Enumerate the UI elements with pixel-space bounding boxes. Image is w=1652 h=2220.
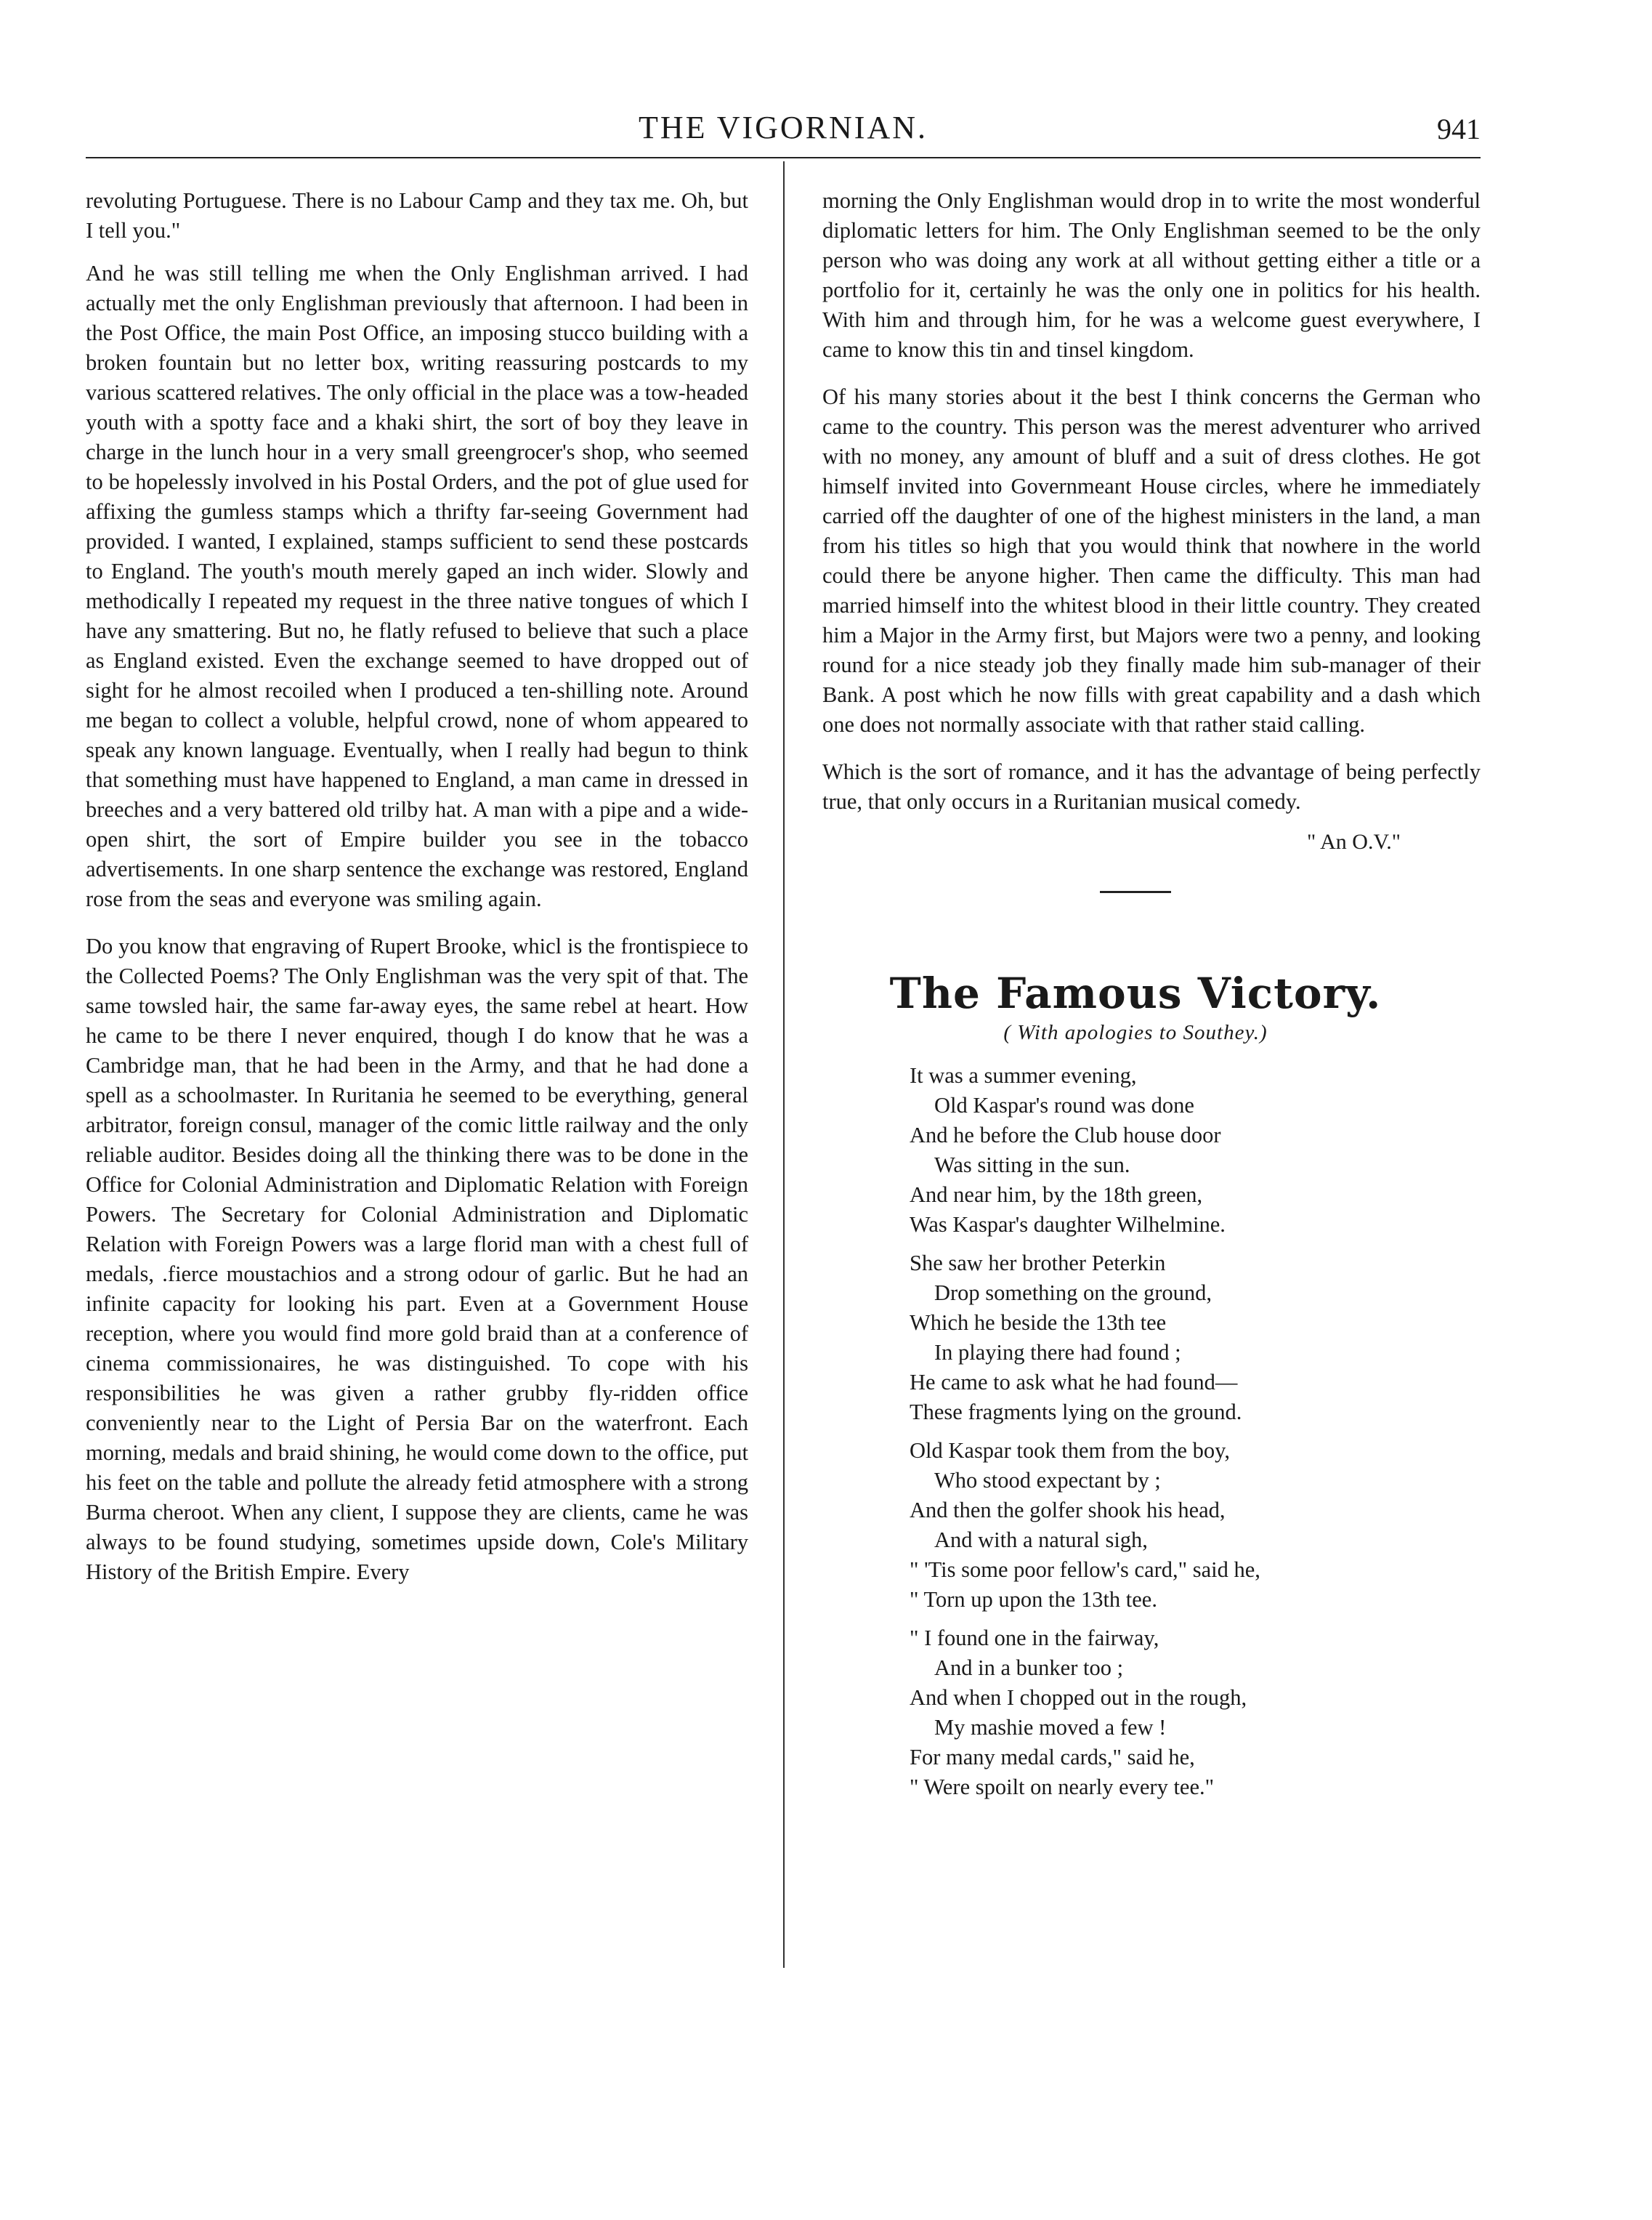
poem-line: Was sitting in the sun.	[934, 1153, 1130, 1177]
poem-line: And then the golfer shook his head,	[910, 1498, 1226, 1522]
poem-line: Old Kaspar's round was done	[934, 1093, 1194, 1118]
article-paragraph: Which is the sort of romance, and it has the advantage of being perfectly true, that only occurs in a Ruritanian musical comedy.	[822, 759, 1481, 814]
poem-stanza	[910, 1436, 1481, 1615]
poem-line: And when I chopped out in the rough,	[910, 1685, 1247, 1710]
poem-stanza	[910, 1248, 1481, 1427]
poem-line: It was a summer evening,	[910, 1063, 1137, 1088]
poem-line: Which he beside the 13th tee	[910, 1310, 1167, 1335]
poem-line: And in a bunker too ;	[934, 1655, 1124, 1680]
poem-line: He came to ask what he had found—	[910, 1370, 1238, 1394]
poem-line: Drop something on the ground,	[934, 1280, 1212, 1305]
poem-line: " Torn up upon the 13th tee.	[910, 1587, 1157, 1612]
poem-line: Was Kaspar's daughter Wilhelmine.	[910, 1212, 1226, 1237]
poem-line: Old Kaspar took them from the boy,	[910, 1438, 1231, 1463]
poem-stanza	[910, 1061, 1481, 1240]
poem-line: " Were spoilt on nearly every tee."	[910, 1775, 1215, 1799]
header-rule	[86, 157, 1481, 158]
poem-line: These fragments lying on the ground.	[910, 1400, 1242, 1424]
poem-line: And he before the Club house door	[910, 1123, 1221, 1147]
poem-line: My mashie moved a few !	[934, 1715, 1167, 1740]
page-number: 941	[1437, 113, 1481, 145]
poem	[910, 1061, 1481, 1802]
article-paragraph: morning the Only Englishman would drop in to write the most wonderful diplomatic letters for him. The Only Englishman seemed to be the only person who was doing any work at all without getting either a title or a portfolio for it, certainly he was the only one in politics for his health. With him and through him, for he was a welcome guest everywhere, I came to know this tin and tinsel kingdom.	[822, 188, 1481, 362]
poem-line: " 'Tis some poor fellow's card," said he,	[910, 1557, 1260, 1582]
poem-line: And near him, by the 18th green,	[910, 1182, 1203, 1207]
poem-title: The Famous Victory.	[889, 969, 1382, 1018]
left-column	[86, 186, 748, 1605]
journal-title: THE VIGORNIAN.	[638, 110, 928, 145]
article-paragraph: Do you know that engraving of Rupert Brooke, whicl is the frontispiece to the Collected Poems? The Onlу Englishman was the very spit of that. The same towsled hair, the same far-away eyes, the same rebel at heart. How he came to be there I never enquired, though I do know that he was a Cambridge man, that he had been in the Army, and that he had done a spell as a schoolmaster. In Ruritania he seemed to be everything, general arbitrator, foreign consul, manager of the comic little railway and the only reliable auditor. Besides doing all the thinking there was to be done in the Office for Colonial Administration and Diplomatic Relation with Foreign Powers. The Secretary for Colonial Administration and Diplomatic Relation with Foreign Powers was a large florid man with a chest full of medals, .fierce moustachios and a strong odour of garlic. But he had an infinite capacity for looking his part. Even at a Government House reception, where you would find more gold braid than at a conference of cinema commissionaires, he was distinguished. To cope with his responsibilities he was given a rather grubby fly-ridden office conveniently near to the Light of Persia Bar on the waterfront. Each morning, medals and braid shining, he would come down to the office, put his feet on the table and pollute the already fetid atmosphere with a strong Burma cheroot. When any client, I suppose they are clients, came he was always to be found studying, sometimes upside down, Cole's Military History of the British Empire. Every	[86, 934, 748, 1584]
poem-line: She saw her brother Peterkin	[910, 1251, 1166, 1275]
column-divider	[783, 161, 785, 1968]
poem-subtitle: ( With apologies to Southey.)	[1003, 1021, 1268, 1044]
poem-stanza	[910, 1623, 1481, 1802]
right-column	[822, 186, 1481, 1811]
section-divider	[1100, 891, 1171, 893]
poem-line: And with a natural sigh,	[934, 1527, 1148, 1552]
article-paragraph: And he was still telling me when the Only Englishman arrived. I had actually met the only Englishman previously that afternoon. I had been in the Post Office, the main Post Office, an imposing stucco building with a broken fountain but no letter box, writing reassuring postcards to my various scattered relatives. The only official in the place was a tow-headed youth with a spotty face and a khaki shirt, the sort of boy they leave in charge in the lunch hour in a very small greengrocer's shop, who seemed to be hopelessly involved in his Postal Orders, and the pot of glue used for affixing the gumless stamps which a thrifty far-seeing Government had provided. I wanted, I explained, stamps sufficient to send these postcards to England. The youth's mouth merely gaped an inch wider. Slowly and methodically I repeated my request in the three native tongues of which I have any smattering. But no, he flatly refused to believe that such a place as England existed. Even the exchange seemed to have dropped out of sight for he almost recoiled when I produced a ten-shilling note. Around me began to collect a voluble, helpful crowd, none of whom appeared to speak any known language. Eventually, when I really had begun to think that something must have happened to England, a man came in dressed in breeches and a very battered old trilby hat. A man with a pipe and a wide-open shirt, the sort of Empire builder you see in the tobacco advertisements. In one sharp sentence the exchange was restored, England rose from the seas and everyone was smiling again.	[86, 261, 748, 911]
poem-line: Who stood expectant by ;	[934, 1468, 1161, 1493]
article-paragraph: revoluting Portuguese. There is no Labour Camp and they tax me. Oh, but I tell you."	[86, 188, 748, 243]
poem-line: For many medal cards," said he,	[910, 1745, 1195, 1769]
author-signature: " An O.V."	[1307, 830, 1401, 854]
page-header	[86, 102, 1481, 153]
article-paragraph: Of his many stories about it the best I think concerns the German who came to the country. This person was the merest adventurer who arrived with no money, any amount of bluff and a suit of dress clothes. He got himself invited into Governmeant House circles, where he immediately carried off the daughter of one of the highest ministers in the land, a man from his titles so high that you would think that nowhere in the world could there be anyone higher. Then came the difficulty. This man had married himself into the whitest blood in their little country. They created him a Major in the Army first, but Majors were two a penny, and looking round for a nice steady job they finally made him sub-manager of their Bank. A post which he now fills with great capability and a dash which one does not normally associate with that rather staid calling.	[822, 384, 1481, 737]
poem-line: " I found one in the fairway,	[910, 1626, 1159, 1650]
poem-line: In playing there had found ;	[934, 1340, 1181, 1365]
